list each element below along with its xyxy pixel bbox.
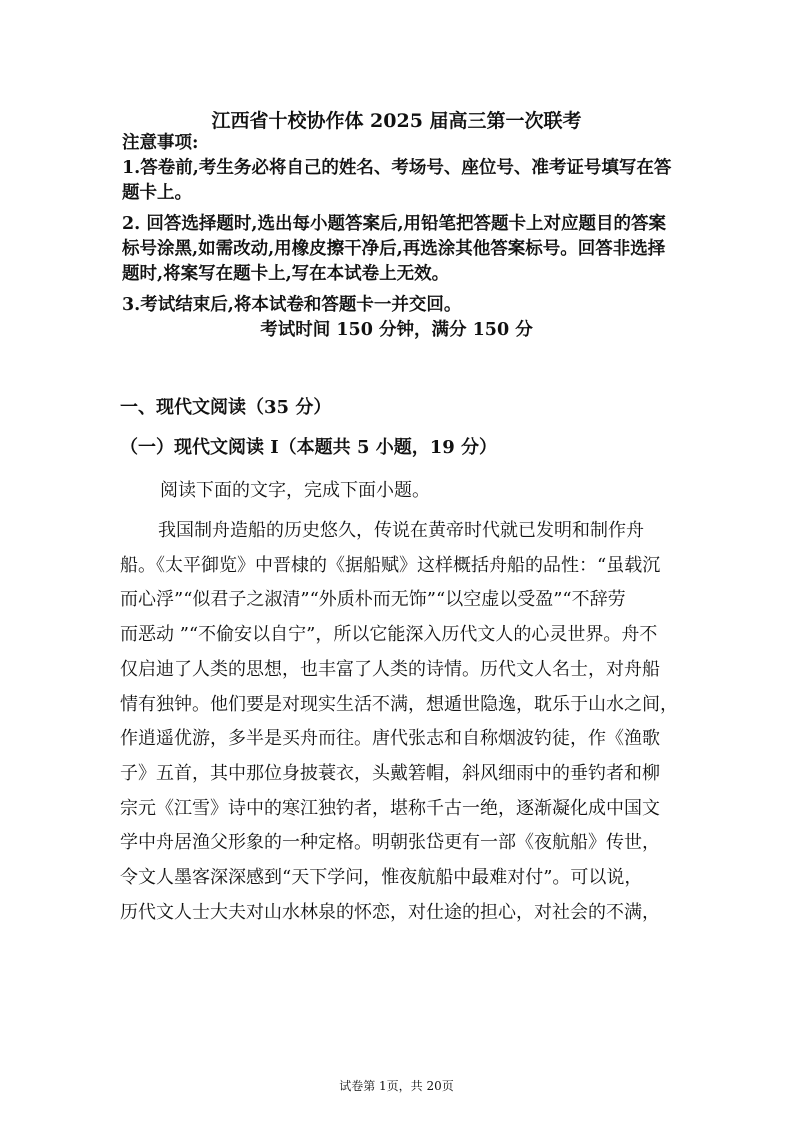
passage-line: 作逍遥优游，多半是买舟而往。唐代张志和自称烟波钓徒，作《渔歌	[120, 728, 660, 750]
reading-instruction: 阅读下面的文字，完成下面小题。	[160, 480, 430, 501]
passage-line: 而心浮”“似君子之淑清”“外质朴而无饰”“以空虚以受盈”“不辞劳	[120, 589, 626, 611]
subsection-heading: （一）现代文阅读 Ⅰ（本题共 5 小题，19 分）	[120, 437, 498, 458]
notes-item-3: 3.考试结束后,将本试卷和答题卡一并交回。	[122, 295, 462, 315]
exam-time: 考试时间 150 分钟，满分 150 分	[260, 320, 533, 340]
passage-line: 而恶动 ”“不偷安以自宁”，所以它能深入历代文人的心灵世界。舟不	[120, 624, 658, 646]
notes-item-2: 2. 回答选择题时,选出每小题答案后,用铅笔把答题卡上对应题目的答案标号涂黑,如需改动,用橡皮擦干净后,再选涂其他答案标号。回答非选择题时,将案写在题卡上,写在本试卷上无效。	[122, 214, 667, 284]
exam-title: 江西省十校协作体 2025 届高三第一次联考	[211, 110, 582, 132]
reading-passage	[120, 514, 680, 930]
notes-item-1: 1.答卷前,考生务必将自己的姓名、考场号、座位号、准考证号填写在答题卡上。	[122, 158, 672, 203]
passage-line: 学中舟居渔父形象的一种定格。明朝张岱更有一部《夜航船》传世，	[120, 832, 660, 854]
notes-heading: 注意事项:	[122, 133, 199, 153]
page-footer: 试卷第 1页，共 20页	[339, 1079, 454, 1093]
passage-line: 情有独钟。他们要是对现实生活不满，想遁世隐逸，耽乐于山水之间，	[120, 693, 678, 715]
passage-line: 我国制舟造船的历史悠久，传说在黄帝时代就已发明和制作舟	[158, 520, 644, 541]
passage-line: 宗元《江雪》诗中的寒江独钓者，堪称千古一绝，逐渐凝化成中国文	[120, 797, 660, 819]
notes-block	[122, 131, 682, 318]
passage-line: 子》五首，其中那位身披蓑衣，头戴箬帽，斜风细雨中的垂钓者和柳	[120, 762, 660, 784]
passage-line: 令文人墨客深深感到“天下学问，惟夜航船中最难对付”。可以说，	[120, 867, 643, 889]
passage-line: 历代文人士大夫对山水林泉的怀恋，对仕途的担心，对社会的不满，	[120, 901, 660, 923]
passage-line: 仅启迪了人类的思想，也丰富了人类的诗情。历代文人名士，对舟船	[120, 658, 660, 680]
section-heading: 一、现代文阅读（35 分）	[120, 397, 332, 418]
passage-line: 船。《太平御览》中晋棣的《据船赋》这样概括舟船的品性：“虽载沉	[120, 554, 661, 576]
